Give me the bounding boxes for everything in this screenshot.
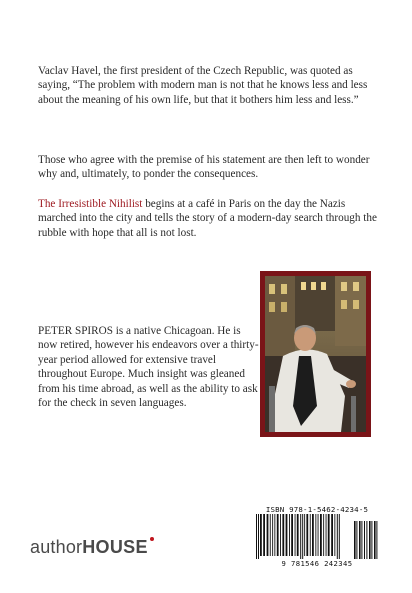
- isbn-barcode: [254, 505, 380, 567]
- logo-part-house: HOUSE: [82, 537, 148, 557]
- barcode-bar: [364, 521, 365, 559]
- barcode-bar: [361, 521, 362, 559]
- barcode-bars: [254, 514, 380, 559]
- barcode-bar: [295, 514, 296, 556]
- barcode-bar: [339, 514, 340, 559]
- barcode-bar: [354, 521, 356, 559]
- barcode-bar: [286, 514, 288, 556]
- barcode-bar: [323, 514, 324, 556]
- barcode-bar: [267, 514, 269, 556]
- barcode-bar: [359, 521, 361, 559]
- barcode-bar: [270, 514, 271, 556]
- barcode-bar: [297, 514, 299, 556]
- barcode-bar: [258, 514, 259, 559]
- barcode-bar: [280, 514, 281, 556]
- premise-paragraph: Those who agree with the premise of his statement are then left to wonder why and, ultimately, to ponder the consequences.: [38, 154, 370, 181]
- barcode-bar: [302, 514, 303, 559]
- barcode-bar: [291, 514, 293, 556]
- barcode-bar: [331, 514, 333, 556]
- barcode-bar: [328, 514, 330, 556]
- barcode-bar: [260, 514, 262, 556]
- author-photo-frame: [260, 271, 371, 437]
- barcode-bar: [277, 514, 279, 556]
- logo-part-author: author: [30, 537, 83, 557]
- barcode-bar: [315, 514, 316, 556]
- barcode-bar: [371, 521, 372, 559]
- barcode-bar: [263, 514, 265, 556]
- isbn-label: ISBN 978-1-5462-4234-5: [265, 505, 369, 514]
- barcode-bar: [376, 521, 377, 559]
- barcode-bar: [337, 514, 338, 559]
- barcode-bar: [356, 521, 357, 559]
- quote-paragraph: Vaclav Havel, the first president of the Czech Republic, was quoted as saying, “The problem with modern man is not that he knows less and less about the meaning of his own life, but that it bothers him less and less.”: [38, 65, 368, 106]
- barcode-bar: [300, 514, 301, 559]
- barcode-bar: [318, 514, 319, 556]
- barcode-bar: [320, 514, 322, 556]
- logo-dot-icon: [150, 537, 154, 541]
- barcode-bar: [272, 514, 273, 556]
- barcode-bar: [256, 514, 257, 559]
- barcode-bar: [369, 521, 371, 559]
- barcode-bar: [282, 514, 284, 556]
- author-bio: PETER SPIROS is a native Chicagoan. He is now retired, however his endeavors over a thirty-year period allowed for extensive travel throughout Europe. Much insight was gleaned from his time abroad, as well as the ability to ask for the check in seven languages.: [38, 325, 259, 410]
- synopsis-text: begins at a café in Paris on the day the Nazis marched into the city and tells the story of a modern-day search through the rubble with hope that all is not lost.: [38, 198, 377, 239]
- barcode-bar: [306, 514, 308, 556]
- publisher-logo: [30, 537, 154, 558]
- barcode-bar: [274, 514, 275, 556]
- barcode-bar: [374, 521, 376, 559]
- barcode-bar: [310, 514, 311, 556]
- barcode-bar: [366, 521, 367, 559]
- barcode-bar: [289, 514, 290, 556]
- barcode-bar: [304, 514, 305, 556]
- barcode-bar: [312, 514, 314, 556]
- synopsis-paragraph: [38, 197, 378, 240]
- book-title-inline: The Irresistible Nihilist: [38, 198, 143, 210]
- barcode-bar: [334, 514, 335, 556]
- barcode-number: 9 781546 242345: [281, 559, 353, 568]
- barcode-bar: [326, 514, 327, 556]
- author-photo: [265, 276, 366, 432]
